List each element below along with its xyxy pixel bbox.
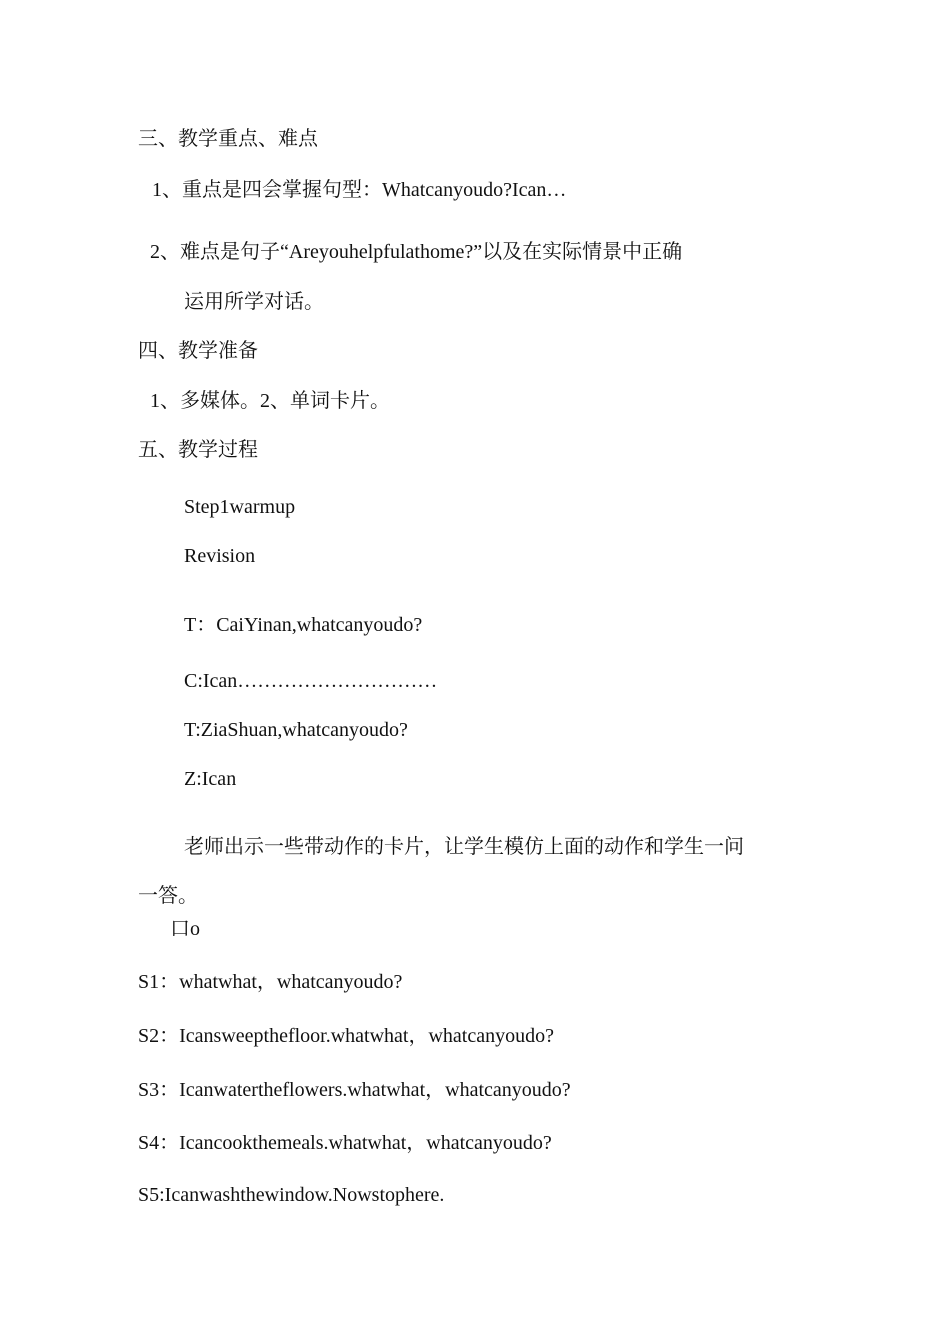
student-dialogue-line: S5:Icanwashthewindow.Nowstophere. — [138, 1184, 445, 1206]
dialogue-line: T：CaiYinan,whatcanyoudo? — [184, 614, 423, 636]
revision-label: Revision — [184, 545, 256, 567]
preparation-item: 1、多媒体。2、单词卡片。 — [150, 390, 390, 412]
key-point-item-1: 1、重点是四会掌握句型：Whatcanyoudo?Ican… — [152, 179, 567, 201]
key-point-item-2: 2、难点是句子“Areyouhelpfulathome?”以及在实际情景中正确 — [150, 241, 683, 263]
section-heading-preparation: 四、教学准备 — [138, 340, 258, 362]
placeholder-mark: 口o — [170, 918, 200, 940]
body-paragraph-continued: 一答。 — [138, 885, 198, 907]
body-paragraph: 老师出示一些带动作的卡片，让学生模仿上面的动作和学生一问 — [184, 836, 744, 858]
dialogue-line: Z:Ican — [184, 768, 237, 790]
dialogue-line: C:Ican………………………… — [184, 670, 438, 692]
section-heading-process: 五、教学过程 — [138, 439, 258, 461]
student-dialogue-line: S3：Icanwatertheflowers.whatwhat，whatcanyoudo? — [138, 1079, 571, 1101]
step-heading: Step1warmup — [184, 496, 296, 518]
student-dialogue-line: S2：Icansweepthefloor.whatwhat，whatcanyoudo? — [138, 1025, 554, 1047]
dialogue-line: T:ZiaShuan,whatcanyoudo? — [184, 719, 408, 741]
section-heading-key-points: 三、教学重点、难点 — [138, 128, 318, 150]
student-dialogue-line: S4：Icancookthemeals.whatwhat，whatcanyoudo? — [138, 1132, 552, 1154]
key-point-item-2-continued: 运用所学对话。 — [184, 291, 324, 313]
student-dialogue-line: S1：whatwhat，whatcanyoudo? — [138, 971, 403, 993]
